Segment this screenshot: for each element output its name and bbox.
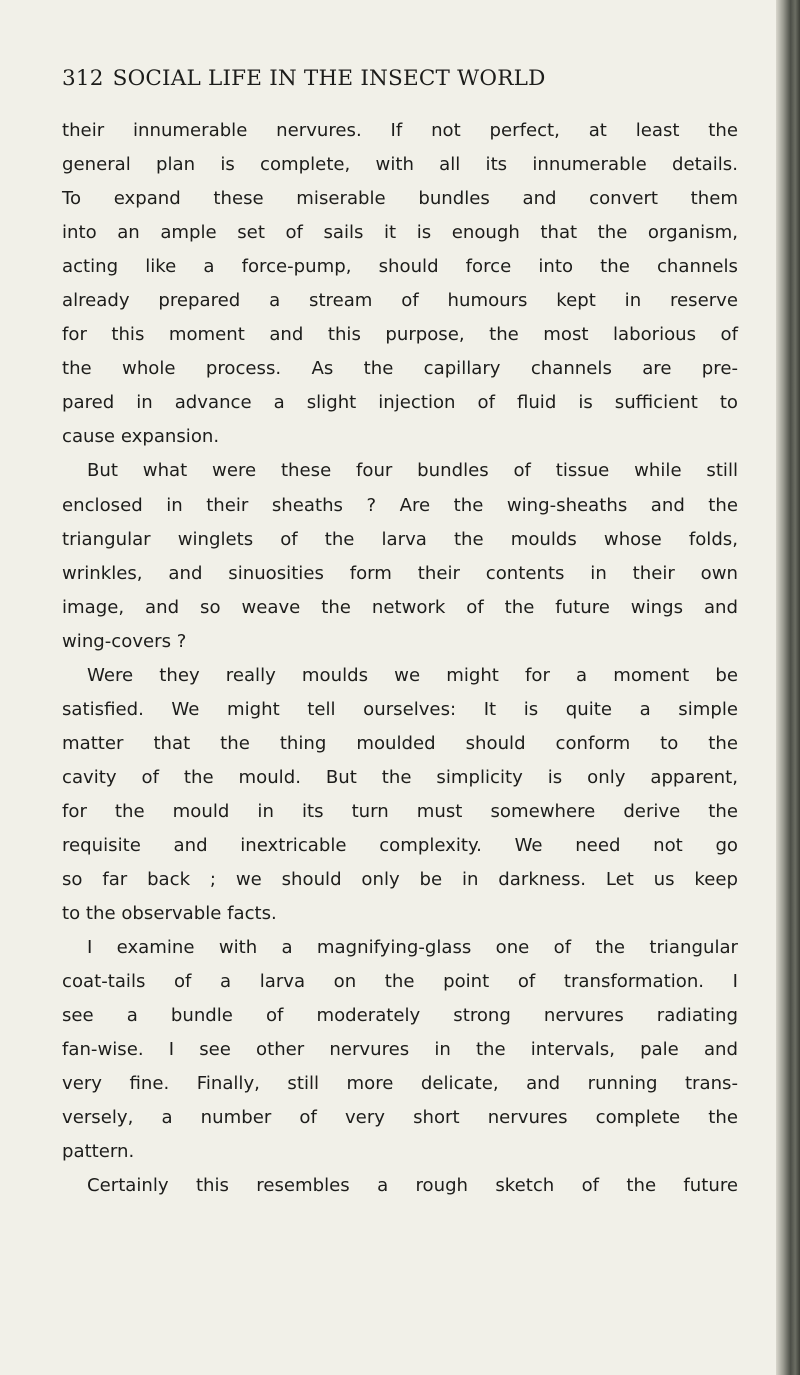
text-line: wrinkles, and sinuosities form their contents in their own bbox=[62, 562, 738, 584]
paragraph-start-line: I examine with a magnifying-glass one of the triangular bbox=[87, 937, 738, 959]
text-line: very fine. Finally, still more delicate, and running trans- bbox=[62, 1073, 738, 1095]
paragraph-start-line: Were they really moulds we might for a moment be bbox=[87, 664, 738, 686]
running-title: SOCIAL LIFE IN THE INSECT WORLD bbox=[112, 66, 546, 91]
text-line: to the observable facts. bbox=[62, 903, 277, 925]
text-line: coat-tails of a larva on the point of transformation. I bbox=[62, 971, 738, 993]
text-line: matter that the thing moulded should conform to the bbox=[62, 732, 738, 754]
text-line: general plan is complete, with all its innumerable details. bbox=[62, 154, 738, 176]
page-edge-shadow bbox=[776, 0, 800, 1375]
text-line: for this moment and this purpose, the most laborious of bbox=[62, 324, 738, 346]
text-line: pared in advance a slight injection of fluid is sufficient to bbox=[62, 392, 738, 414]
running-head bbox=[62, 66, 762, 91]
text-line: enclosed in their sheaths ? Are the wing-sheaths and the bbox=[62, 494, 738, 516]
text-line: satisfied. We might tell ourselves: It is quite a simple bbox=[62, 698, 738, 720]
text-line: pattern. bbox=[62, 1141, 135, 1163]
text-line: fan-wise. I see other nervures in the intervals, pale and bbox=[62, 1039, 738, 1061]
text-line: for the mould in its turn must somewhere derive the bbox=[62, 800, 738, 822]
text-line: wing-covers ? bbox=[62, 630, 187, 652]
text-line: their innumerable nervures. If not perfect, at least the bbox=[62, 120, 738, 141]
text-line: into an ample set of sails it is enough that the organism, bbox=[62, 222, 738, 244]
paragraph-start-line: But what were these four bundles of tissue while still bbox=[87, 460, 738, 482]
text-line: cavity of the mould. But the simplicity is only apparent, bbox=[62, 766, 738, 788]
text-line: already prepared a stream of humours kept in reserve bbox=[62, 290, 738, 312]
text-line: triangular winglets of the larva the moulds whose folds, bbox=[62, 528, 738, 550]
text-line: so far back ; we should only be in darkness. Let us keep bbox=[62, 869, 738, 891]
text-line: requisite and inextricable complexity. We need not go bbox=[62, 834, 738, 856]
text-line: see a bundle of moderately strong nervures radiating bbox=[62, 1005, 738, 1027]
text-line: the whole process. As the capillary channels are pre- bbox=[62, 358, 738, 380]
text-line: acting like a force-pump, should force into the channels bbox=[62, 256, 738, 278]
text-line: cause expansion. bbox=[62, 426, 220, 448]
text-line: To expand these miserable bundles and convert them bbox=[62, 188, 738, 210]
text-line: versely, a number of very short nervures complete the bbox=[62, 1107, 738, 1129]
page-number: 312 bbox=[62, 66, 104, 91]
body-text bbox=[62, 114, 738, 1204]
text-line: image, and so weave the network of the future wings and bbox=[62, 596, 738, 618]
paragraph-start-line: Certainly this resembles a rough sketch of the future bbox=[87, 1175, 738, 1197]
